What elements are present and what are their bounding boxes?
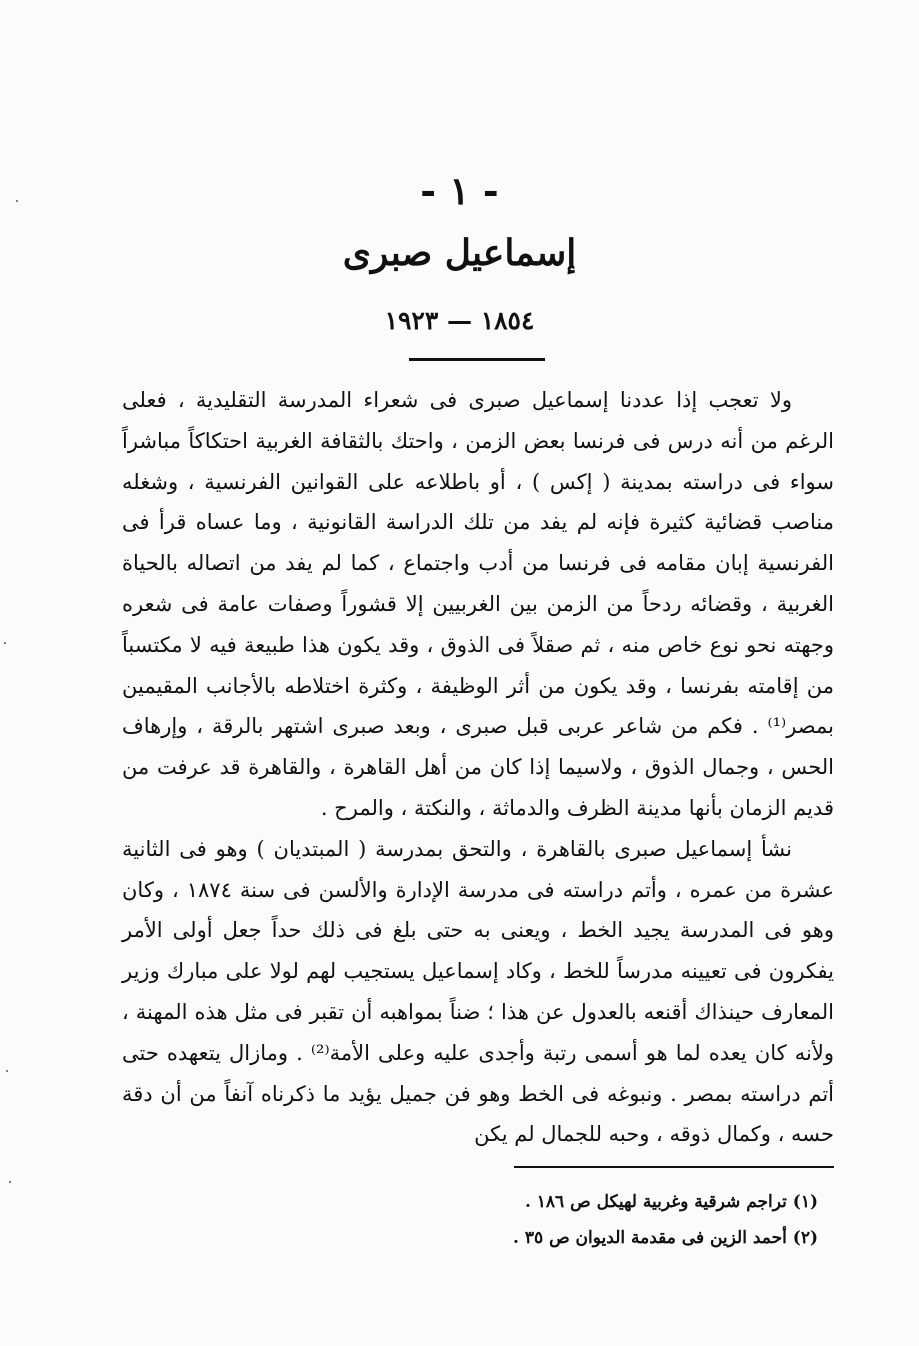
paragraph: ولا تعجب إذا عددنا إسماعيل صبرى فى شعراء المدرسة التقليدية ، فعلى الرغم من أنه درس فى فرنسا بعض الزمن ، واحتك بالثقافة الغربية احتكاكاً مباشراً سواء فى دراسته بمدينة ( إكس ) ، أو باطلاعه على القوانين الفرنسية ، وشغله مناصب قضائية كثيرة فإنه لم يفد من تلك الدراسة القانونية ، وما عساه قرأ فى الفرنسية إبان مقامه فى فرنسا من أدب واجتماع ، كما لم يفد من اتصاله بالحياة الغربية ، وقضائه ردحاً من الزمن بين الغربيين إلا قشوراً وصفات عامة فى شعره وجهته نحو نوع خاص منه ، ثم صقلاً فى الذوق ، وقد يكون هذا طبيعة فيه لا مكتسباً من إقامته بفرنسا ، وقد يكون من أثر الوظيفة ، وكثرة اختلاطه بالأجانب المقيمين بمصر⁽¹⁾ . فكم من شاعر عربى قبل صبرى ، وبعد صبرى اشتهر بالرقة ، وإرهاف الحس ، وجمال الذوق ، ولاسيما إذا كان من أهل القاهرة ، والقاهرة قد عرفت من قديم الزمان بأنها مدينة الظرف والدماثة ، والنكتة ، والمرح . bbox=[122, 388, 834, 820]
footnotes bbox=[430, 1184, 818, 1256]
body-text bbox=[122, 380, 834, 1155]
chapter-years: ١٨٥٤ — ١٩٢٣ bbox=[384, 306, 535, 335]
page-number: - ١ - bbox=[420, 168, 499, 213]
footnote: (٢) أحمد الزين فى مقدمة الديوان ص ٣٥ . bbox=[513, 1228, 818, 1248]
title-divider bbox=[409, 358, 545, 361]
footnote-divider bbox=[514, 1166, 834, 1168]
chapter-title: إسماعيل صبرى bbox=[342, 232, 577, 274]
scan-speck bbox=[6, 1070, 8, 1072]
scan-speck bbox=[4, 642, 6, 644]
footnote: (١) تراجم شرقية وغربية لهيكل ص ١٨٦ . bbox=[524, 1192, 818, 1212]
scan-speck bbox=[9, 1181, 11, 1183]
paragraph: نشأ إسماعيل صبرى بالقاهرة ، والتحق بمدرسة ( المبتديان ) وهو فى الثانية عشرة من عمره ، وأتم دراسته فى مدرسة الإدارة والألسن فى سنة ١٨٧٤ ، وكان وهو فى المدرسة يجيد الخط ، ويعنى به حتى بلغ فى ذلك حداً جعل أولى الأمر يفكرون فى تعيينه مدرساً للخط ، وكاد إسماعيل يستجيب لهم لولا على مبارك وزير المعارف حينذاك أقنعه بالعدول عن هذا ؛ ضناً بمواهبه أن تقبر فى مثل هذه المهنة ، ولأنه كان يعده لما هو أسمى رتبة وأجدى عليه وعلى الأمة⁽²⁾ . ومازال يتعهده حتى أتم دراسته بمصر . ونبوغه فى الخط وهو فن جميل يؤيد ما ذكرناه آنفاً من أن دقة حسه ، وكمال ذوقه ، وحبه للجمال لم يكن bbox=[122, 836, 834, 1147]
